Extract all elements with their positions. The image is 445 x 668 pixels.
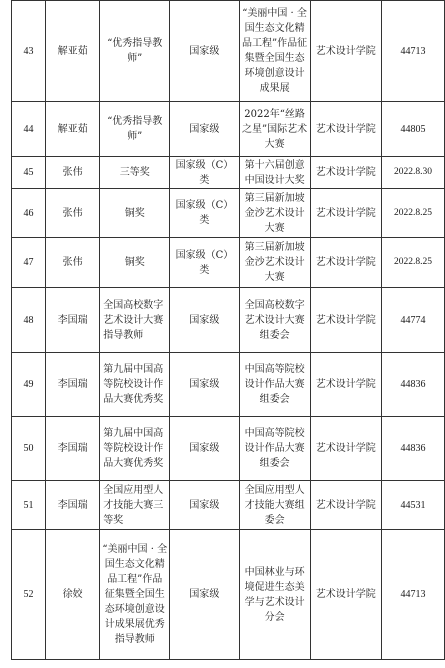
award-cell: 全国应用型人才技能大赛三等奖 xyxy=(100,481,170,530)
department-cell: 艺术设计学院 xyxy=(310,353,381,417)
table-row xyxy=(12,102,445,157)
row-number: 43 xyxy=(12,1,46,102)
row-number: 52 xyxy=(12,530,46,660)
teacher-name: 李国瑞 xyxy=(46,481,100,530)
teacher-name: 张伟 xyxy=(46,238,100,288)
level-cell: 国家级（C）类 xyxy=(170,238,239,288)
competition-cell: 第三届新加坡金沙艺术设计大赛 xyxy=(239,189,310,238)
code-cell: 44836 xyxy=(381,353,444,417)
competition-cell: 第十六届创意中国设计大奖 xyxy=(239,157,310,189)
award-cell: 铜奖 xyxy=(100,189,170,238)
department-cell: 艺术设计学院 xyxy=(310,189,381,238)
code-cell: 44774 xyxy=(381,288,444,353)
level-cell: 国家级 xyxy=(170,102,239,157)
teacher-name: 张伟 xyxy=(46,189,100,238)
competition-cell: 全国应用型人才技能大赛组委会 xyxy=(239,481,310,530)
competition-cell: 第三届新加坡金沙艺术设计大赛 xyxy=(239,238,310,288)
row-number: 50 xyxy=(12,417,46,481)
row-number: 48 xyxy=(12,288,46,353)
teacher-name: 解亚茹 xyxy=(46,102,100,157)
department-cell: 艺术设计学院 xyxy=(310,1,381,102)
table-row xyxy=(12,1,445,102)
code-cell: 44713 xyxy=(381,1,444,102)
teacher-name: 徐姣 xyxy=(46,530,100,660)
date-cell: 2022.8.25 xyxy=(381,189,444,238)
award-cell: 全国高校数字艺术设计大赛指导教师 xyxy=(100,288,170,353)
table-row xyxy=(12,238,445,288)
table-row xyxy=(12,157,445,189)
date-cell: 2022.8.25 xyxy=(381,238,444,288)
teacher-name: 解亚茹 xyxy=(46,1,100,102)
awards-table xyxy=(11,0,445,660)
date-cell: 2022.8.30 xyxy=(381,157,444,189)
level-cell: 国家级 xyxy=(170,1,239,102)
table-row xyxy=(12,189,445,238)
competition-cell: 中国高等院校设计作品大赛组委会 xyxy=(239,353,310,417)
row-number: 44 xyxy=(12,102,46,157)
department-cell: 艺术设计学院 xyxy=(310,481,381,530)
code-cell: 44836 xyxy=(381,417,444,481)
award-cell: “美丽中国 · 全国生态文化精品工程”作品征集暨全国生态环境创意设计成果展优秀指导教师 xyxy=(100,530,170,660)
competition-cell: 全国高校数字艺术设计大赛组委会 xyxy=(239,288,310,353)
teacher-name: 李国瑞 xyxy=(46,417,100,481)
award-cell: “优秀指导教师” xyxy=(100,1,170,102)
department-cell: 艺术设计学院 xyxy=(310,157,381,189)
teacher-name: 李国瑞 xyxy=(46,353,100,417)
award-cell: “优秀指导教师” xyxy=(100,102,170,157)
department-cell: 艺术设计学院 xyxy=(310,102,381,157)
department-cell: 艺术设计学院 xyxy=(310,530,381,660)
code-cell: 44713 xyxy=(381,530,444,660)
row-number: 45 xyxy=(12,157,46,189)
level-cell: 国家级 xyxy=(170,481,239,530)
department-cell: 艺术设计学院 xyxy=(310,238,381,288)
department-cell: 艺术设计学院 xyxy=(310,417,381,481)
award-cell: 第九届中国高等院校设计作品大赛优秀奖 xyxy=(100,353,170,417)
teacher-name: 张伟 xyxy=(46,157,100,189)
competition-cell: 中国林业与环境促进生态美学与艺术设计分会 xyxy=(239,530,310,660)
row-number: 51 xyxy=(12,481,46,530)
table-row xyxy=(12,530,445,660)
level-cell: 国家级（C）类 xyxy=(170,157,239,189)
teacher-name: 李国瑞 xyxy=(46,288,100,353)
competition-cell: 2022年“丝路之星”国际艺术大赛 xyxy=(239,102,310,157)
table-row xyxy=(12,417,445,481)
row-number: 49 xyxy=(12,353,46,417)
level-cell: 国家级 xyxy=(170,417,239,481)
level-cell: 国家级 xyxy=(170,530,239,660)
code-cell: 44531 xyxy=(381,481,444,530)
award-cell: 第九届中国高等院校设计作品大赛优秀奖 xyxy=(100,417,170,481)
award-cell: 三等奖 xyxy=(100,157,170,189)
row-number: 47 xyxy=(12,238,46,288)
level-cell: 国家级 xyxy=(170,288,239,353)
competition-cell: 中国高等院校设计作品大赛组委会 xyxy=(239,417,310,481)
code-cell: 44805 xyxy=(381,102,444,157)
award-cell: 铜奖 xyxy=(100,238,170,288)
table-row xyxy=(12,288,445,353)
department-cell: 艺术设计学院 xyxy=(310,288,381,353)
competition-cell: “美丽中国 · 全国生态文化精品工程”作品征集暨全国生态环境创意设计成果展 xyxy=(239,1,310,102)
table-row xyxy=(12,353,445,417)
level-cell: 国家级 xyxy=(170,353,239,417)
table-row xyxy=(12,481,445,530)
level-cell: 国家级（C）类 xyxy=(170,189,239,238)
row-number: 46 xyxy=(12,189,46,238)
